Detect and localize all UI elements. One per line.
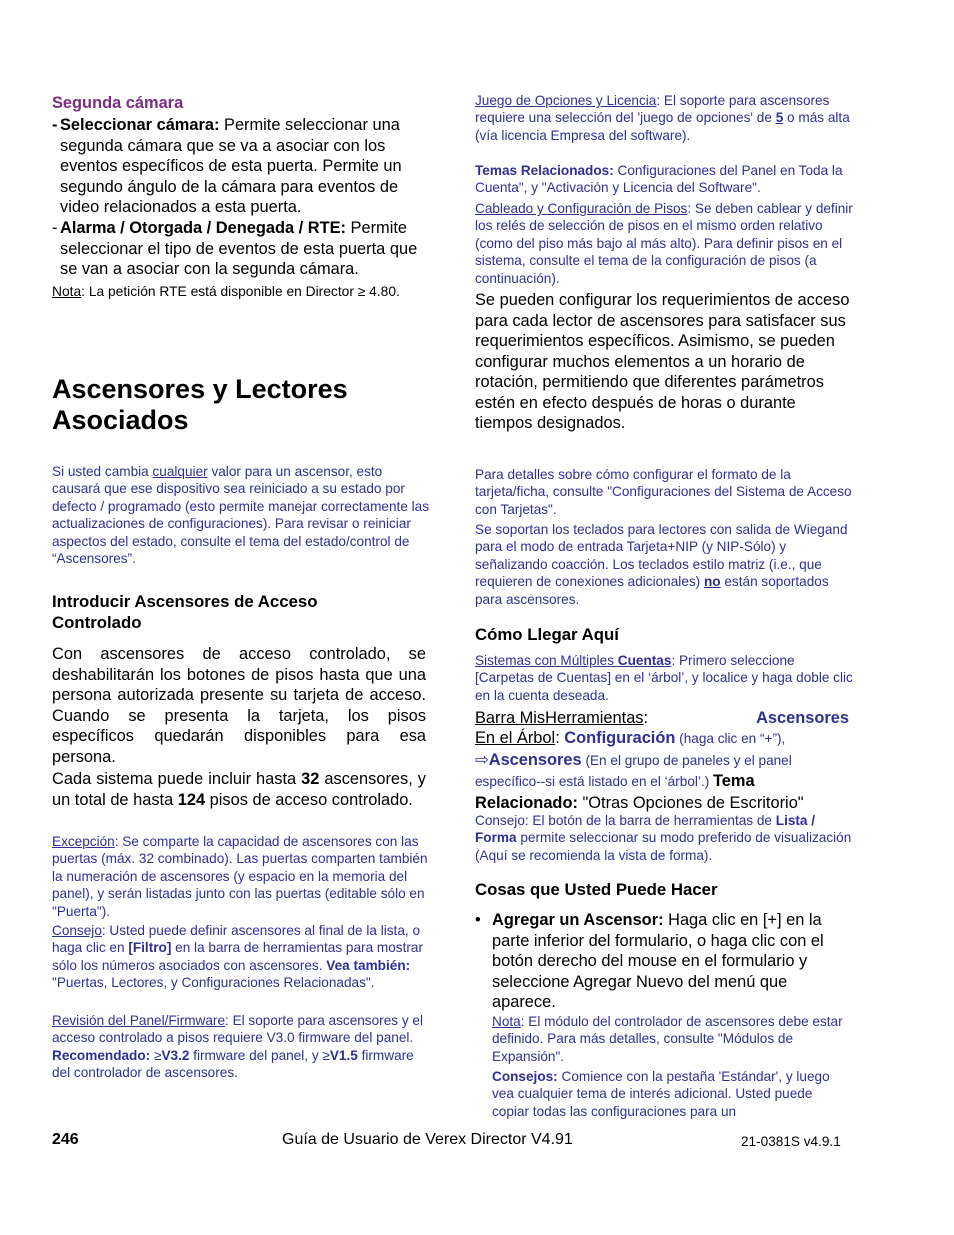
select-camera-item — [52, 115, 432, 218]
filter-reference: [Filtro] — [128, 940, 172, 956]
intro-link: cualquier — [152, 464, 208, 479]
note-label: Nota — [492, 1014, 521, 1029]
my-tools-bar-label: Barra MisHerramientas — [475, 709, 644, 727]
dash: - — [52, 116, 58, 134]
related-topics-note: Temas Relacionados: Configuraciones del Panel en Toda la Cuenta", y "Activación y Licencia del Software". — [475, 163, 843, 196]
controlled-elevators-paragraph: Con ascensores de acceso controlado, se deshabilitarán los botones de pisos hasta que una persona autorizada presente su tarjeta de acceso. Cuando se presenta la tarjeta, los pisos específicos quedarán disponibles para esa persona. — [52, 645, 426, 766]
things-you-can-do-heading: Cosas que Usted Puede Hacer — [475, 880, 718, 899]
note-text: : La petición RTE está disponible en Director ≥ 4.80. — [81, 284, 400, 299]
alarm-text: Permite seleccionar el tipo de eventos de esta puerta que se van a asociar con la segunda cámara. — [60, 219, 418, 278]
tip-note: Consejo: Usted puede definir ascensores al final de la lista, o haga clic en [Filtro] en la barra de herramientas para mostrar sólo los números asociados con ascensores. Vea también: "Puertas, Lectores, y Configuraciones Relacionadas". — [52, 923, 423, 991]
tree-path: En el Árbol: Configuración (haga clic en “+”), ⇨Ascensores (En el grupo de paneles y el panel específico--si está listado en el ‘árbol’.) Tema Relacionado: "Otras Opciones de Escritorio" — [475, 729, 804, 812]
firmware-label: Revisión del Panel/Firmware — [52, 1013, 226, 1028]
bullet-icon: • — [475, 911, 481, 929]
controller-note: Nota: El módulo del controlador de ascensores debe estar definido. Para más detalles, consulte "Módulos de Expansión". — [492, 1014, 843, 1064]
alarm-item — [52, 218, 432, 280]
toolbar-elevators-link[interactable]: Ascensores — [756, 709, 849, 727]
tip-label: Consejo — [52, 923, 102, 938]
second-camera-heading: Segunda cámara — [52, 94, 184, 112]
select-camera-label: Seleccionar cámara: — [60, 116, 220, 134]
options-license-note: Juego de Opciones y Licencia: El soporte para ascensores requiere una selección del 'juego de opciones' de 5 o más alta (vía licencia Empresa del software). — [475, 93, 850, 143]
toolbar-path: Barra MisHerramientas: Ascensores — [475, 709, 849, 727]
card-format-note: Para detalles sobre cómo configurar el formato de la tarjeta/ficha, consulte "Configuraciones del Sistema de Acceso con Tarjetas". — [475, 467, 852, 517]
capacity-paragraph: Cada sistema puede incluir hasta 32 ascensores, y un total de hasta 124 pisos de acceso controlado. — [52, 770, 426, 809]
note-label: Nota — [52, 284, 82, 299]
tree-label: En el Árbol — [475, 729, 556, 747]
alarm-label: Alarma / Otorgada / Denegada / RTE: — [60, 219, 346, 237]
multi-account-note: Sistemas con Múltiples Cuentas: Primero seleccione [Carpetas de Cuentas] en el ‘árbol’, y localice y haga doble clic en la cuenta deseada. — [475, 653, 853, 703]
tips-note: Consejos: Comience con la pestaña 'Estándar', y luego vea cualquier tema de interés adicional. Usted puede copiar todas las configuraciones para un — [492, 1069, 830, 1119]
document-code: 21-0381S v4.9.1 — [741, 1134, 841, 1149]
options-license-label: Juego de Opciones y Licencia — [475, 93, 657, 108]
keypad-note: Se soportan los teclados para lectores con salida de Wiegand para el modo de entrada Tarjeta+NIP (y NIP-Sólo) y señalizando coacción. Los teclados estilo matriz (i.e., que requieren de conexiones adicionales) no están soportados para ascensores. — [475, 522, 848, 607]
section-title: Ascensores y Lectores Asociados — [52, 374, 348, 435]
intro-paragraph: Si usted cambia cualquier valor para un ascensor, esto causará que ese dispositivo sea reiniciado a su estado por defecto / programado (esto permite manejar correctamente las actualizaciones de configuraciones). Para revisar o reiniciar aspectos del estado, consulte el tema del estado/control de “Ascensores”. — [52, 464, 430, 567]
wiring-label: Cableado y Configuración de Pisos — [475, 201, 688, 216]
rte-note — [52, 283, 422, 300]
select-camera-text: Permite seleccionar una segunda cámara que se va a asociar con los eventos específicos de esta puerta. Permite un segundo ángulo de la cámara para eventos de video relacionados a esta puerta. — [60, 116, 402, 216]
guide-title: Guía de Usuario de Verex Director V4.91 — [282, 1131, 573, 1148]
tree-configuration-link[interactable]: Configuración — [564, 729, 676, 747]
list-form-tip: Consejo: El botón de la barra de herramientas de Lista / Forma permite seleccionar su modo preferido de visualización (Aquí se recomienda la vista de forma). — [475, 813, 852, 863]
how-to-get-here-heading: Cómo Llegar Aquí — [475, 625, 619, 644]
firmware-note: Revisión del Panel/Firmware: El soporte para ascensores y el acceso controlado a pisos requiere V3.0 firmware del panel. Recomendado: ≥V3.2 firmware del panel, y ≥V1.5 firmware del controlador de ascensores. — [52, 1013, 423, 1081]
tree-elevators-link[interactable]: Ascensores — [488, 750, 582, 769]
dash: - — [52, 219, 58, 237]
subheading: Introducir Ascensores de Acceso Controlado — [52, 592, 318, 632]
reader-requirements-paragraph: Se pueden configurar los requerimientos de acceso para cada lector de ascensores para satisfacer sus requerimientos específicos. Asimismo, se pueden configurar muchos elementos a un horario de rotación, permitiendo que diferentes parámetros estén en efecto después de horas o durante tiempos designados. — [475, 291, 850, 432]
arrow-right-icon: ⇨ — [475, 750, 489, 769]
wiring-note: Cableado y Configuración de Pisos: Se deben cablear y definir los relés de selección de pisos en el mismo orden relativo (como del piso más bajo al más alto). Para definir pisos en el sistema, consulte el tema de la configuración de pisos (a continuación). — [475, 201, 853, 286]
add-elevator-item: • Agregar un Ascensor: Haga clic en [+] en la parte inferior del formulario, o haga clic con el botón derecho del mouse en el formulario y seleccione Agregar Nuevo del menú que aparece. — [475, 911, 824, 1011]
exception-label: Excepción — [52, 834, 115, 849]
exception-note: Excepción: Se comparte la capacidad de ascensores con las puertas (máx. 32 combinado). Las puertas comparten también la numeración de ascensores (y espacio en la memoria del panel), y serán listadas junto con las puertas (editable sólo en "Puerta"). — [52, 834, 428, 919]
page-number: 246 — [52, 1131, 79, 1148]
